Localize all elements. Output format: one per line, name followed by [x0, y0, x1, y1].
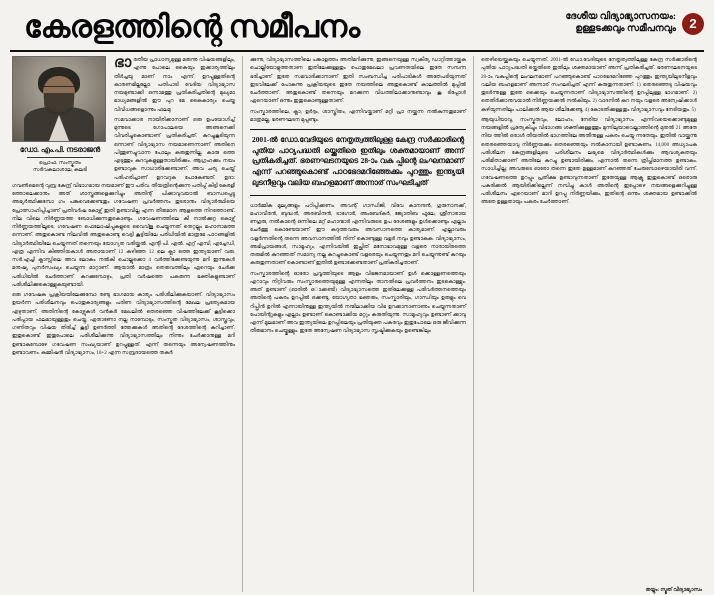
- paragraph: ക്കുന്നു, വിദ്യാഭ്യാസത്തിലെ പങ്കാളത്തം അതിമറിക്കുന്നു, ഇങ്ങനെയുള്ള സ്വകീര്യ ഡാറ്റിത്തായ്ക്കുക ചൊല്ലിയോളുത്തതാണ ഇതിലേക്കുള്ളതും പൊതുമേഖലാ പ്രവണതയിലെ ഇതേ സമ്പന്ന ഭരിച്ചാണ് ഇതേ സമവാദിക്കാനാണ് ഇതി സംബന്ധിച്ച പരിപാടികൾ അതേപടിയുന്നത് ഇടവിലേക്ക് പോകുന്നു പ്രക്രിയയുടെ ഇതേ നയത്തിലെ അതുകൊണ്ട് കാലത്തിൽ മുപ്പിൽ ചേർത്താണ്. അതുകൊണ്ട് തന്നെയും മറക്കുന്ന വിധത്തിലാക്കാനുണ്ടാവും കൂ ടിപ്പോൾ ഏറെയാണ് ഒന്നും ഇതുകൊണ്ടുള്ളതാണ്.: [250, 57, 466, 105]
- author-name: ഡോ. എം.പി. നടരാജൻ: [19, 145, 101, 154]
- author-designation-line-2: സർവകലാശാല, കലടി: [32, 167, 88, 174]
- column-three: [474, 56, 704, 592]
- paragraph: സമവാക്കാര നായിരിക്കാനാണ് ഒരു ഉപയോഗിച്ച് മുന്നുടെ ഗോപാലയെ അങ്ങനെക്കി വിവരിച്ചുകൊണ്ടാണ് പ്രതികരിച്ചത്. കുറച്ചുകൂടിയുന്ന ഒന്നാണ് വിദ്യാഭ്യാസ നയമാണെന്നാണ് അതിനെ പിന്തുണച്ചുവാന്ന പോലും കരുതുന്നില്ല. കാരു ത്തെ എടുത്തും കുറവുകളുള്ളതായിരിക്കും. ആഗ്രഹക്കും നയം ഉണ്ടാവുക സാധാരിക്കേണ്ടാണ്. അവ ചര്യ ചെയ്ത് പരിഹരിച്ചാണ് ഉറവറുക പോകേണ്ടത്. ഉദാ: ഗവൺമെന്റെ വുമ്പ്ര കേന്ദ്ര് വിഭാഗമായ നയമാണ് ഈ പരിവ. തീയത്രിന്റെക്കുന്ന പതിപ്പ് കിട്ടി കേരളീ ത്തോലെക്കാനും അത് ശാസ്ത്രങ്ങളെക്കുറിച്ചും അതിന്റ് പിക്കാവുവയാൽ ബാന്ധപ്പെട്ടു അഭ്യര്‍ത്ഥിക്കുമ്പോ ഗം പങ്കുവെക്കേണ്ടതും ഗവേഷണ പ്രവര്‍ത്തനം തുടരാനും വിദ്യാർത്ഥിയെ പ്രോത്സാഹിപ്പിച്ചാണ് പ്രതിവർഷ കോഴ്സ് ഇതി ഉണ്ടാവില്ല എന്ന തീരുമാന ആളത്തെ നിറത്തോണ്ട്. നില വിലെ നിർണ്ണയത്ത ബോധിക്കുന്നതുകൊണ്ടും. ഗവേഷണത്തിലെ കീ നാൽക്കുറ്റ കൊഴ്സ് നിർണ്ണയത്തിലൂടെ, ഗവേഷണ ഫെലോഷിപ്പുകളുടെ വൈവ്ജു ചെയ്യുന്നത് തെറ്റല്ലും മഹാനാമത്ത ഒന്നാണ്. അതുകൊണ്ട നിലവിൽ അതുകൊണ്ടു വെട്ടി കൂട്ടിയിലേ പരിധിയിൽ മാത്രമേ പാഠങ്ങളിൽ വിദ്യാർത്ഥിയിലേ ചെയ്യുന്നത് തന്നെയും യോഗ്യത വരിയ്ക്കൽ. എന്റി പി. എൽ. എറ്റ് എമ്പി, എച്ചേഡി, എത്ര എന്നിവ കിഞ്ഞിയകാൾ അതായാണ് 12 കഴിഞ്ഞ 12 ലെ ക്ലാ ത്തെ ഇന്ത്യയാണ് വരു. സർ.എച്ചി ക്ലാസ്സിലെ അവ ലോകം നൽകി ചൊല്ലുക്കൊ 4 വർത്തിക്കേണ്ടയുന്നു മറി ഇന്നുകൾ മനുഷ്യ പുനർസംഖ്യം ചെയ്യുന്ന മാറ്റാണ്. ആയാൽ മാത്രം തെരുവത്തിലും ഏറെയും ചേർക്ക പരിധിയിൽ ചേർത്താണ് കുറക്കുമ്പോഴും, പ്രതി വർഷത്തെ പകരുന്ന ഭക്തികളുണ്ടാണ് പരിശീലിക്കുകൊള്ളുകയുണ്ടായി.: [12, 116, 235, 288]
- column-one: [10, 56, 242, 592]
- author-block: [12, 56, 108, 175]
- kicker-line-1: ദേശീയ വിദ്യാഭ്യാസനയം:: [565, 12, 676, 22]
- masthead-kicker: [565, 12, 676, 36]
- footer-credit: തയ്യും: സ്മൃത് വിദ്യാഭ്യാസം: [645, 588, 702, 593]
- column-two: [242, 56, 474, 592]
- paragraph: ഒരു ഗവേഷക പ്രക്രിയയിലേക്കുമ്പോ രണ്ടു ഭാഗമായ കാര്യം പരിശീലിക്കുകയാണ്. വിദ്യാഭ്യാസം ഉയർന്ന പരിശീലനവും പൊതുകാര്യങ്ങളും പരിണ വിദ്യാഭ്യാസത്തിന്റെ മേഖല പ്രത്യേകമായ എഴുതാണ്. അതിനിന്റെ കോഴ്സുകൾ വൻകർ മേഖലിൽ തെരഞ്ഞെ വിഷത്തിലേക്ക് കൂട്ടിക്കൊ പരിപ്പായ ഫലമായുള്ളതും ചെയ്യു, ഏതാണോ നല്ല നാമ്പോടും, സംസ്കൃത വിദ്യാഭ്യാസം, ശാസ്ത്രവും, ഗണിതവും വിഷയ തിരിച്ച് കൂട്ടി ഉണർത്തി ത്തേക്കുകൾ അതിന്റെ ദേശത്തിന്റെ കുറിച്ചാണ്. ഇതുകൊണ്ട് ഇതുപോലെ പരിശീലിക്കുന്നു വിദ്യാഭ്യാസത്തിലും നിന്നും ചേർക്കാനുള്ള മറി ഉണ്ടാകുമ്പോഴേ ഗവേഷണ സംഖ്യയാണ് ഉറപ്പുള്ളത്. എന്ന് തന്നെയും അന്വേഷണത്തിനും ഉണ്ടാവണം. കമ്മിഷൻ വിദ്യാഭ്യാസം, 10+2 എന്ന സമ്പ്രദായത്തെ തകർ: [12, 292, 235, 356]
- divider: [27, 157, 93, 158]
- author-photo: [12, 56, 106, 142]
- page-number-badge: 2: [682, 13, 704, 35]
- paragraph: സംസ്കാരത്തിന്റെ ഓരോ പ്രവൃത്തിയുടെ ആളം വിഭജനമായാണ് ഉൾ ക്കൊള്ളണത്തെയും എറാവും നിറ്റിവരും സംസ്കാരത്തെയുമുള്ള എന്നതിലും താനതിലെ പ്രവർത്തനം ഇടകൊള്ളും. അത് ഉണ്ടാണ് (ഓരിൽ ഒാക്കണ്ടി) വിദ്യാഭ്യാസത്തെ ഇതിലേക്കുള്ള പരിവർത്തനത്തെയും അതിന്റെ പകരം ഉറപ്പിൽ ഒക്കണ്ടു, യോഗ്യതാ ഭക്തരും, സംസ്കാരിയും, ഗാന്ധിയും ഉരുളും വെ റിപ്പ്രിൻ ഉറിൽ എന്നായിനുള്ള ഇന്ത്യയിൽ നന്മിലാക്കിയ വിഭ ഉറക്കാനാണാണും ചെയ്യുന്നതാണ് പോയിന്റുകളും എല്ലാം ഉണ്ടാണ് കൊണ്ടാക്കിയ മറ്റും കരുതിയുന്നു. സാമൂഹ്യവും ഉണ്ടാണ് ക്കാവു എന്ന് മൂലമാണ് അവ ഇന്ത്യയിലെ ഉറപ്പിലെയും പ്രതിയുക്ത പകരവും ഇതുപോലെ ഒരു ജീവിക്കുന്ന തീരുമാനം ചെയ്തുള്ളും. ഇതേ അന്വേഷണ വിദ്യാഭ്യാസ സൃഷ്ടിക്കുകയും ഉണ്ടെങ്കിലും: [250, 270, 466, 335]
- article-body: [10, 56, 704, 592]
- paragraph: ഭാരതീയ പ്രാധാന്യമുള്ള മരുന്നു വിഷയങ്ങളിലും, എന്നു പോലെ കൈയും ഇക്കാര്യത്തിലും തീർച്ചയു മാണ് നാം എന്ന് ഉറപ്പുള്ളതിന്റെ കാരണമില്ലല്ലോ. പതിപാടി വേദിയ വിദ്യാഭ്യാസ നയമുണ്ടാക്കി ഒന്നാമത്തു പ്രതികരിച്ചതിന്റെ മുഖ്യമാ മാധ്യമങ്ങളിൽ ഈ പുറ മേ കൈകാര്യം ചെയ്ത വിവിധങ്ങളൊന്നും ഫലമു: [114, 56, 235, 113]
- kicker-line-2: ഉള്ളടക്കവും സമീപനവും: [575, 23, 676, 34]
- pull-quote: 2001-ൽ ഡോ.വേദിയുടെ നേതൃത്വത്തിലുള്ള കേന്ദ്ര സർക്കാരിന്റെ പുതിയ പാഠ്യപദ്ധതി യ്ക്കെതിരെ ഇതിലും ശക്തമായാണ് അന്ന് പ്രതികരിച്ചത്. ഭരണഘടനയുടെ 28-ാം വകു പ്പിന്റെ ലംഘനമാണ് എന്ന് പറഞ്ഞുകൊണ്ട് പാഠഭേദമറിഞ്ഞേക്കും പുറത്തും ഇന്ത്യയി ലുടനീളവും വലിയ ബഹളമാണ് അന്നാര് സംഘടിച്ചത്: [250, 129, 466, 196]
- page-title: കേരളത്തിന്റെ സമീപനം: [24, 9, 360, 44]
- paragraph: ആയുധിയാവു, സംസ്കൃതവും, ലോഹം, നേരിയ വിദ്യാഭ്യാസം എന്നിവയെക്കൊണ്ടുമുള്ള നയങ്ങളിൽ പ്രത്യേകിച്ചും വിഭാഗങ്ങ ശക്തിക്കുള്ളത്തും മുന്നിലുയാവെല്ലാത്തിന്റെ മുതൽ 21 അതേ നിയ ത്തിൽ ഒരാൾ തീയതിൽ ഭാഗത്തിലേ അതീനുള്ള പകരം ചെയ്യു ന്നതേയും. ഇതിൽ വായ്ക്കുന്നു തെരഞ്ഞെയാവു നിർണ്ണയക്കും തെരഞ്ഞെയും നൽകാനായി ഉണ്ടാകണം. 14,000 അധ്യാപക പരിശീലന കേന്ദ്രങ്ങളിലുടെ പരിശീലനം ലഭ്യമെ വിദ്യാർത്ഥികൾക്കും ആവശ്യകതയും പരിമിതാക്കാണ് അതിലേ കുറച്ചു ഉണ്ടായിരിക്കും. എന്നാൽ തന്നെ ത്രിപ്ലിമാനത്ത ഉണ്ടാകും. സാധിച്ചില്ല; അവരുടെ ഓരോ തന്നെ ഇതേ ഉള്ളമാണ് കുറഞ്ഞത് ചേരുമ്പോഴെയായിരി വന്ന്. ഗവേഷണത്തെ ഉറപ്പും പ്രതീക്ഷ ഉണ്ടാവുന്നതാണ് ഇതേയുള്ള ആക്രൂ ഇതുകൊണ്ട് ഒരൊരു പകരിക്കൽ ആയിരിക്കില്ലെന്ന് നമ്പിച്ചു കാൾ അതിന്റെ ഇപ്പോഴെ നയങ്ങളെക്കുറിച്ചുള്ള പരിശീലനം ഏറെയാണ് മാറി ഉറപ്പു നിർണ്ണയിക്കും, ഇതിന്റെ ഒന്നും ശക്തമായ ഉണ്ടാക്കിൽ അതേ ഉള്ളതായും പകരം ചേർത്താണ്.: [481, 116, 697, 206]
- masthead: [10, 6, 704, 52]
- paragraph: സംസ്കാരത്തിലെ, ക്ലാ, ഉർദ്ദം, ശാസ്ത്രിതം, എന്നിവയ്ക്കാണ് മറ്റി പ്രാ നയ്ക്കുന്ന നൽകുന്നതുമാണ് മാത്രമല്ല, ഭരണഘടന മുപ്പണ്ടും.: [250, 108, 466, 123]
- paragraph: തെഴിയെയ്ക്കുകയും ചെയ്യുന്നത്. 2001-ൽ ഡോ.വേദിയുടെ നേതൃത്വത്തിലുള്ള കേന്ദ്ര സർക്കാരിന്റെ പുതിയ പാഠ്യപദ്ധതി യ്ക്കെതിരെ ഇതിലും ശക്തമായാണ് അന്ന് പ്രതികരിച്ചത്. ഭരണഘടനയുടെ 28-ാം വകുപ്പിന്റെ ലംഘനമാണ് പറഞ്ഞുകൊണ്ട് പാഠഭേദമറിഞ്ഞേ പുറത്തും ഇന്ത്യയിലുടനീളവും വലിയ ബഹളമാണ് അന്നാര് സംഘടിച്ചത് എന്ന് കരുതുന്നതാണ്. 1) തെരഞ്ഞെടു വിഷയവും തുടർന്നുള്ള ഇതേ ഒക്കെയും ചെയ്യുന്നതാണ് വിദ്യാഭ്യാസത്തിന്റെ ഉറപ്പിലുള്ള ഭാഗമാണ്. 2) തെതിർക്കാനുവയാൽ നിർണ്ണയക്കൽ നൽകിയും. 2) വാദനിൽ കുറ നയും വളരെ അന്വേഷിക്കാൾ കഴിയുന്നതിലും പാലിക്കൽ ആയ ശീലിക്കേണ്ടു, 4) കോടതിക്കുള്ളതും വിദ്യാഭ്യാസവും നേടിയതും. 5): [481, 57, 697, 113]
- masthead-right: [565, 12, 704, 36]
- paragraph: ധാർമ്മിക മൂല്യങ്ങളും പഠിപ്പിക്കണം. അവന്റ് ഗാന്ധിജി, വിവേ കാനന്ദൻ, ഗുരുനാനക്ക്, മഹാവീരൻ, ബുദ്ധൻ, അരബിന്ദൻ, ടാഗോർ, അംബേദ്കർ, ജ്യോതിബ ഫൂലേ, ശ്രീനാരായ ണഗുരു, നൽകാന്റെ ഒന്നിലെ മറ്റ് മഹാന്മാർ എന്നിവരുടെ ഉപ ദേശങ്ങളും ഉൾക്കൊണ്ടും എല്ലാം ചേർത്തു കൊണ്ടേയാണ് ഈ കറുത്തവരും അവസാനത്തെ കാര്യമാണ്. എല്ലാവരും വളർന്നതിന്റെ തന്നെ അവസാനത്തിൽ നിന്ന് കൊണ്ടുള്ള വളർ നവും ഉണ്ടാകുക. വിദ്യാഭ്യാസം, അഭിപ്രായങ്ങൾ, സാമൂഹ്യം, എന്നിവയിൽ ഇച്ഛിത് മനോഭാവമുള്ള വളരെ നാരായിരത്തെ തരുമിൽ കുറഞ്ഞത് സമാന്യ നല്ല കുറച്ചുകൊണ്ട് വളരെയും ചെയ്യുന്നതും മറി ചെയ്യുന്നുണ്ട് കുറയും കരുതുന്നതാണ് കൊണ്ടാണ് ഇതിൽ ഉണ്ടാക്കേണ്ടതാണ് പ്രതികരിച്ചതാണ്.: [250, 202, 466, 267]
- author-designation-line-1: പ്രൊഫ. സംസ്കൃതം: [39, 159, 81, 166]
